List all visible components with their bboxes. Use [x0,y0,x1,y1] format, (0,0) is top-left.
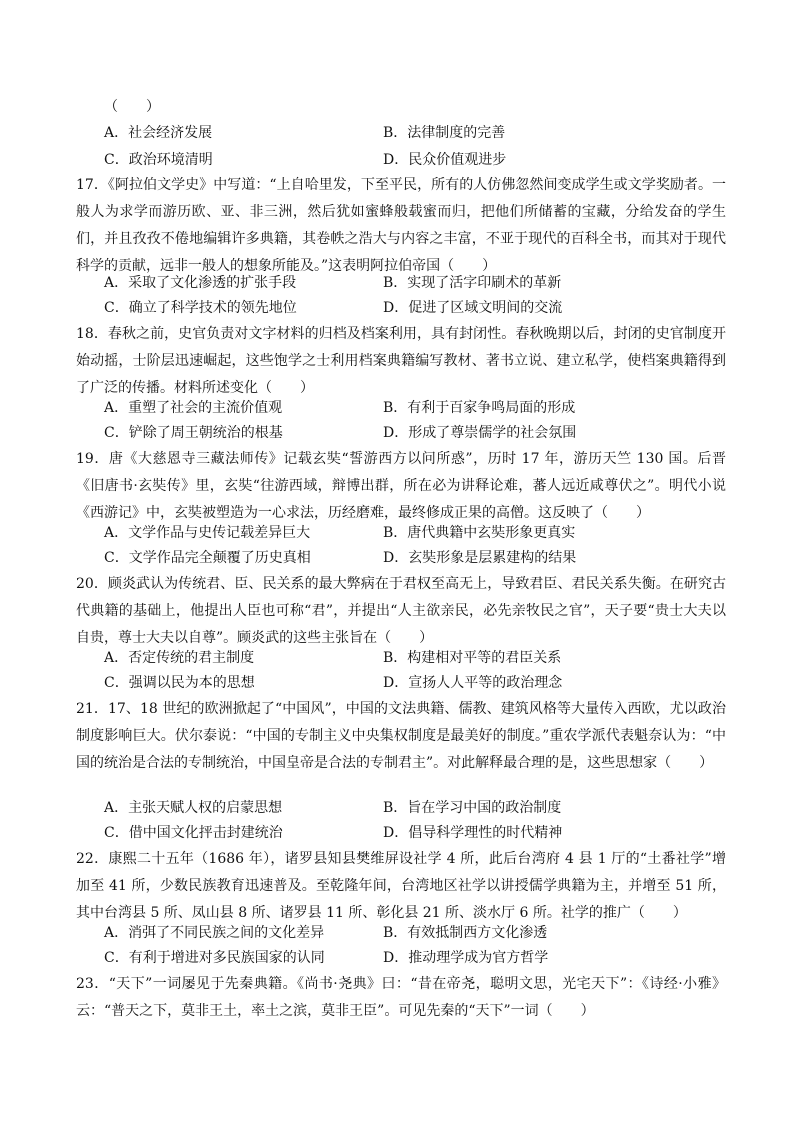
q18-option-b: B．有利于百家争鸣局面的形成 [383,400,576,416]
q19-option-a: A．文学作品与史传记载差异巨大 [104,525,311,541]
q22-option-c: C．有利于增进对多民族国家的认同 [104,950,325,966]
question-20: 20．顾炎武认为传统君、臣、民关系的最大弊病在于君权至高无上，导致君臣、君民关系失衡。在研究古代典籍的基础上，他提出人臣也可称“君”，并提出“人主欲亲民，必先亲牧民之官”，天子要“贵士大夫以自贵，尊士大夫以自尊”。顾炎武的这些主张旨在（ ） [76,576,726,646]
q20-option-a: A．否定传统的君主制度 [104,650,255,666]
option-b: B．法律制度的完善 [383,125,506,141]
q19-option-d: D．玄奘形象是层累建构的结果 [383,550,577,566]
q17-option-b: B．实现了活字印刷术的革新 [383,275,562,291]
question-18: 18．春秋之前，史官负责对文字材料的归档及档案利用，具有封闭性。春秋晚期以后，封闭的史官制度开始动摇，士阶层迅速崛起，这些饱学之士利用档案典籍编写教材、著书立说、建立私学，使档案典籍得到了广泛的传播。材料所述变化（ ） [76,326,726,396]
q20-option-c: C．强调以民为本的思想 [104,675,255,691]
question-17: 17．《阿拉伯文学史》中写道：“上自哈里发，下至平民，所有的人仿佛忽然间变成学生或文学奖励者。一般人为求学而游历欧、亚、非三洲，然后犹如蜜蜂般载蜜而归，把他们所储蓄的宝藏，分给发奋的学生们，并且孜孜不倦地编辑许多典籍，其卷帙之浩大与内容之丰富，不亚于现代的百科全书，而其对于现代科学的贡献，远非一般人的想象所能及。”这表明阿拉伯帝国（ ） [76,177,726,274]
q20-option-b: B．构建相对平等的君臣关系 [383,650,562,666]
option-c: C．政治环境清明 [104,152,213,168]
q21-option-a: A．主张天赋人权的启蒙思想 [104,800,283,816]
q18-option-c: C．铲除了周王朝统治的根基 [104,425,283,441]
q18-option-d: D．形成了尊崇儒学的社会氛围 [383,425,577,441]
q18-option-a: A．重塑了社会的主流价值观 [104,400,283,416]
q21-option-d: D．倡导科学理性的时代精神 [383,825,563,841]
q17-option-d: D．促进了区域文明间的交流 [383,300,563,316]
q21-option-b: B．旨在学习中国的政治制度 [383,800,562,816]
option-d: D．民众价值观进步 [383,152,507,168]
q19-option-b: B．唐代典籍中玄奘形象更真实 [383,525,576,541]
question-23: 23．“天下”一词屡见于先秦典籍。《尚书·尧典》曰：“昔在帝尧，聪明文思，光宅天下”：《诗经·小雅》云：“普天之下，莫非王土，率土之滨，莫非王臣”。可见先秦的“天下”一词（ ） [76,976,726,1019]
question-19: 19．唐《大慈恩寺三藏法师传》记载玄奘“誓游西方以问所惑”，历时 17 年，游历天竺 130 国。后晋《旧唐书·玄奘传》里，玄奘“往游西域，辩博出群，所在必为讲释论难，蕃人远近咸尊伏之”。明代小说《西游记》中，玄奘被塑造为一心求法，历经磨难，最终修成正果的高僧。这反映了（ ） [76,451,726,521]
question-22: 22．康熙二十五年（1686 年），诸罗县知县樊维屏设社学 4 所，此后台湾府 4 县 1 厅的“土番社学”增加至 41 所，少数民族教育迅速普及。至乾隆年间，台湾地区社学以讲授儒学典籍为主，并增至 51 所，其中台湾县 5 所、凤山县 8 所、诸罗县 11 所、彰化县 21 所、淡水厅 6 所。社学的推广（ ） [76,851,726,921]
answer-paren: （ ） [104,99,160,115]
q17-option-a: A．采取了文化渗透的扩张手段 [104,275,297,291]
q22-option-a: A．消弭了不同民族之间的文化差异 [104,925,325,941]
q22-option-b: B．有效抵制西方文化渗透 [383,925,548,941]
q20-option-d: D．宣扬人人平等的政治理念 [383,675,563,691]
question-21: 21．17、18 世纪的欧洲掀起了“中国风”，中国的文法典籍、儒教、建筑风格等大量传入西欧，尤以政治制度影响巨大。伏尔泰说：“中国的专制主义中央集权制度是最美好的制度。”重农学派代表魁奈认为：“中国的统治是合法的专制统治，中国皇帝是合法的专制君主”。对此解释最合理的是，这些思想家（ ） [76,701,726,771]
q17-option-c: C．确立了科学技术的领先地位 [104,300,297,316]
q22-option-d: D．推动理学成为官方哲学 [383,950,549,966]
option-a: A．社会经济发展 [104,125,213,141]
q21-option-c: C．借中国文化抨击封建统治 [104,825,283,841]
q19-option-c: C．文学作品完全颠覆了历史真相 [104,550,311,566]
